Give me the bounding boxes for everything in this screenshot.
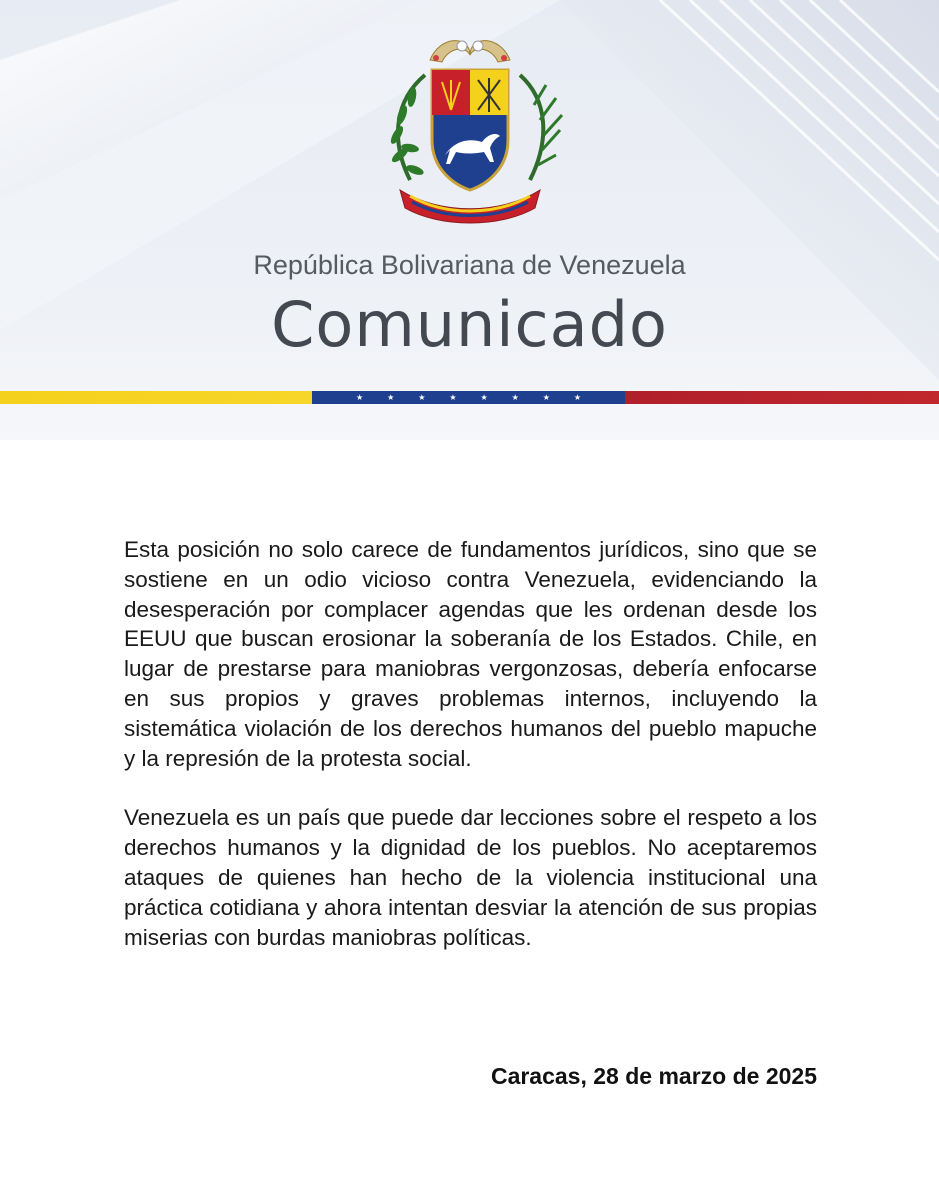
communique-body [124,535,817,982]
star-icon: ★ [573,392,581,402]
star-icon: ★ [355,392,364,402]
flag-stripe-blue [312,391,625,404]
star-icon: ★ [418,392,426,402]
coat-of-arms-icon [370,30,570,230]
star-icon: ★ [387,392,395,402]
flag-stripe-red [625,391,939,404]
paragraph: Venezuela es un país que puede dar lecciones sobre el respeto a los derechos humanos y la dignidad de los pueblos. No aceptaremos ataques de quienes han hecho de la violencia institucional una práctica cotidiana y ahora intentan desviar la atención de sus propias miserias con burdas maniobras políticas. [124,805,817,950]
star-icon: ★ [511,392,519,402]
page-title: Comunicado [271,288,668,361]
star-icon: ★ [480,392,488,402]
star-icon: ★ [542,392,550,402]
star-icon: ★ [449,392,457,402]
country-name: República Bolivariana de Venezuela [253,250,686,280]
place-date: Caracas, 28 de marzo de 2025 [490,1063,817,1089]
paragraph: Esta posición no solo carece de fundamentos jurídicos, sino que se sostiene en un odio vicioso contra Venezuela, evidenciando la desesperación por complacer agendas que les ordenan desde los EEUU que buscan erosionar la soberanía de los Estados. Chile, en lugar de prestarse para maniobras vergonzosas, debería enfocarse en sus propios y graves problemas internos, incluyendo la sistemática violación de los derechos humanos del pueblo mapuche y la represión de la protesta social. [124,537,817,771]
flag-stripe-yellow [0,391,312,404]
communique-header [0,0,939,440]
flag-stripe [0,391,939,404]
